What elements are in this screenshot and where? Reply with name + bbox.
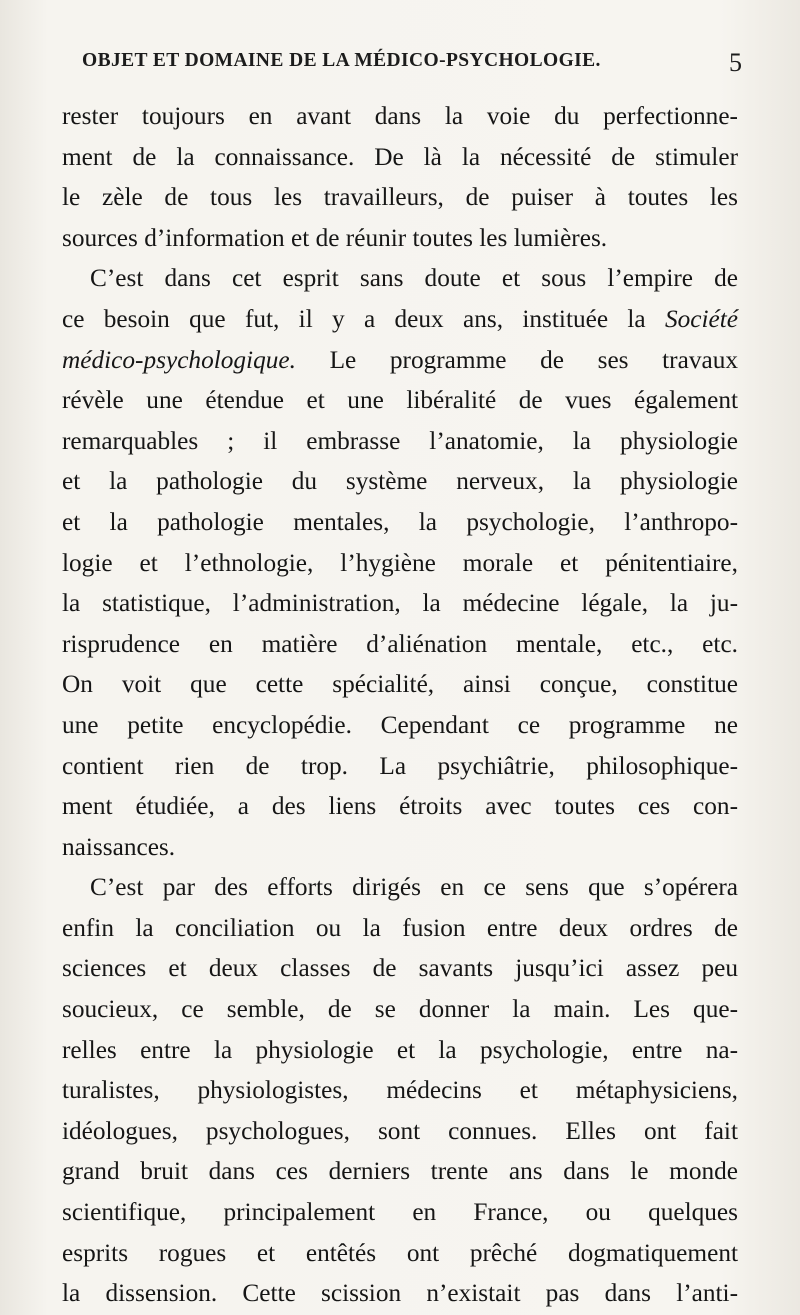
text-line: idéologues, psychologues, sont connues. Elles ont fait [62, 1116, 738, 1145]
text-line: enfin la conciliation ou la fusion entre deux ordres de [62, 913, 738, 942]
text-segment: Le programme de ses travaux [329, 345, 738, 374]
text-line: contient rien de trop. La psychiâtrie, philosophique- [62, 751, 738, 780]
text-line: révèle une étendue et une libéralité de vues également [62, 386, 738, 415]
text-line: sources d’information et de réunir toutes les lumières. [62, 223, 608, 252]
text-line: rester toujours en avant dans la voie du perfectionne- [62, 102, 738, 130]
text-line: relles entre la physiologie et la psychologie, entre na- [62, 1035, 738, 1064]
text-line: remarquables ; il embrasse l’anatomie, la physiologie [62, 426, 738, 455]
text-line: logie et l’ethnologie, l’hygiène morale et pénitentiaire, [62, 548, 738, 577]
text-line: une petite encyclopédie. Cependant ce programme ne [62, 710, 738, 739]
text-line: grand bruit dans ces derniers trente ans dans le monde [62, 1157, 738, 1186]
text-line: esprits rogues et entêtés ont prêché dogmatiquement [62, 1238, 738, 1267]
text-line: soucieux, ce semble, de se donner la main. Les que- [62, 995, 738, 1024]
text-line: la statistique, l’administration, la médecine légale, la ju- [62, 589, 738, 618]
page-number: 5 [729, 48, 742, 77]
text-line: naissances. [62, 832, 176, 861]
text-line: ment de la connaissance. De là la nécessité de stimuler [62, 142, 738, 171]
text-line: scientifique, principalement en France, ou quelques [62, 1198, 738, 1227]
page-header [82, 50, 742, 82]
text-line: et la pathologie du système nerveux, la physiologie [62, 467, 738, 496]
paragraph-start-line: C’est par des efforts dirigés en ce sens que s’opérera [90, 873, 738, 902]
text-line: On voit que cette spécialité, ainsi conçue, constitue [62, 670, 738, 699]
text-line [62, 299, 738, 340]
text-line: risprudence en matière d’aliénation mentale, etc., etc. [62, 629, 738, 658]
text-line: ment étudiée, a des liens étroits avec toutes ces con- [62, 792, 738, 821]
text-segment: ce besoin que fut, il y a deux ans, instituée la [62, 304, 646, 333]
text-line: le zèle de tous les travailleurs, de puiser à toutes les [62, 183, 738, 212]
text-line: la dissension. Cette scission n’existait pas dans l’anti- [62, 1279, 738, 1308]
society-name-italic: médico-psychologique. [62, 345, 296, 374]
running-title: OBJET ET DOMAINE DE LA MÉDICO-PSYCHOLOGIE. [82, 50, 601, 71]
text-line: sciences et deux classes de savants jusqu’ici assez peu [62, 954, 738, 983]
body-text [62, 96, 738, 1314]
text-line: turalistes, physiologistes, médecins et métaphysiciens, [62, 1076, 738, 1105]
paragraph-start-line: C’est dans cet esprit sans doute et sous l’empire de [90, 264, 738, 293]
society-name-italic: Société [664, 304, 739, 333]
text-line [62, 340, 738, 381]
text-line: et la pathologie mentales, la psychologie, l’anthropo- [62, 507, 738, 536]
